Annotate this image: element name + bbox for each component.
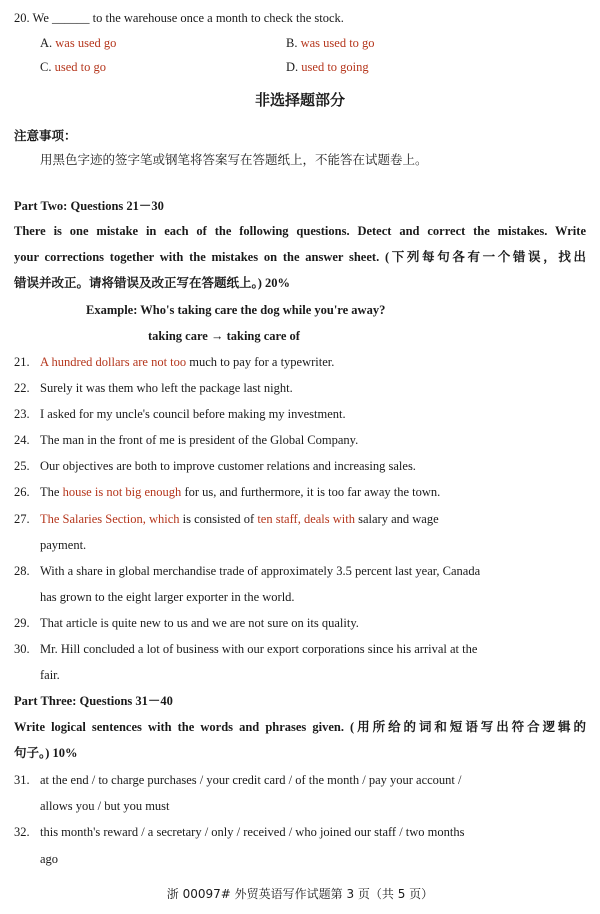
option-letter: C. <box>40 60 52 74</box>
question-27 <box>14 511 439 527</box>
page-footer: 浙 00097# 外贸英语写作试题第 3 页（共 5 页） <box>166 887 434 901</box>
question-number: 27. <box>14 512 30 526</box>
example-label: Example: <box>86 303 138 317</box>
example-correction <box>148 328 300 344</box>
arrow-icon: → <box>210 329 224 343</box>
question-25 <box>14 458 416 474</box>
part-two-title: Part Two: Questions 21－30 <box>14 199 164 213</box>
question-text: The <box>40 485 63 499</box>
question-text: The man in the front of me is president of the Global Company. <box>40 433 359 447</box>
option-letter: D. <box>286 60 299 74</box>
notice-body: 用黑色字迹的签字笔或钢笔将答案写在答题纸上，不能答在试题卷上。 <box>40 152 428 167</box>
question-24 <box>14 432 358 448</box>
question-number: 30. <box>14 642 30 656</box>
question-number: 24. <box>14 433 30 447</box>
question-number: 25. <box>14 459 30 473</box>
question-21 <box>14 354 334 370</box>
q20-option-a <box>40 36 116 51</box>
option-text: used to go <box>54 60 106 74</box>
question-29 <box>14 615 359 631</box>
question-text: this month's reward / a secretary / only / received / who joined our staff / two months <box>40 825 465 839</box>
question-number: 22. <box>14 381 30 395</box>
part-two-instructions-1: There is one mistake in each of the following questions. Detect and correct the mistakes. Write <box>14 224 586 238</box>
part-three-title: Part Three: Questions 31－40 <box>14 694 173 708</box>
highlighted-text: house is not big enough <box>62 485 182 499</box>
q20-option-c <box>40 60 106 75</box>
question-23 <box>14 406 346 422</box>
q20-option-d <box>286 60 369 75</box>
q20-option-b <box>286 36 375 51</box>
question-number: 28. <box>14 564 30 578</box>
example-right: taking care of <box>226 329 300 343</box>
part-two-instructions-2: your corrections together with the mistakes on the answer sheet. (下列每句各有一个错误，找出 <box>14 250 586 264</box>
question-text: salary and wage <box>355 512 439 526</box>
q20-stem: 20. We ______ to the warehouse once a month to check the stock. <box>14 11 344 25</box>
question-number: 29. <box>14 616 30 630</box>
option-text: was used go <box>55 36 117 50</box>
question-text: for us, and furthermore, it is too far away the town. <box>181 485 441 499</box>
question-text: Mr. Hill concluded a lot of business with our export corporations since his arrival at the <box>40 642 478 656</box>
example-wrong: taking care <box>148 329 208 343</box>
highlighted-text: A hundred dollars are not too <box>40 355 187 369</box>
option-letter: A. <box>40 36 53 50</box>
option-text: was used to go <box>300 36 375 50</box>
question-text: Surely it was them who left the package last night. <box>40 381 293 395</box>
question-text: much to pay for a typewriter. <box>186 355 335 369</box>
question-number: 21. <box>14 355 30 369</box>
part-three-instructions-1: Write logical sentences with the words and phrases given. (用所给的词和短语写出符合逻辑的 <box>14 720 586 734</box>
question-number: 32. <box>14 825 30 839</box>
part-three-instructions-2: 句子。) 10% <box>14 746 78 760</box>
section-title: 非选择题部分 <box>254 91 345 109</box>
example-sentence: Who's taking care the dog while you're away? <box>140 303 386 317</box>
part-two-instructions-3: 错误并改正。请将错误及改正写在答题纸上。) 20% <box>14 276 291 290</box>
option-text: used to going <box>301 60 369 74</box>
question-text: That article is quite new to us and we are not sure on its quality. <box>40 616 359 630</box>
question-31 <box>14 772 462 788</box>
notice-heading: 注意事项： <box>14 128 77 143</box>
question-number: 26. <box>14 485 30 499</box>
option-letter: B. <box>286 36 298 50</box>
question-text: I asked for my uncle's council before making my investment. <box>40 407 346 421</box>
question-28 <box>14 563 480 579</box>
question-30-continued: fair. <box>40 668 60 682</box>
question-number: 23. <box>14 407 30 421</box>
question-30 <box>14 641 477 657</box>
question-number: 31. <box>14 773 30 787</box>
highlighted-text: The Salaries Section, which <box>40 512 180 526</box>
question-text: With a share in global merchandise trade of approximately 3.5 percent last year, Canada <box>40 564 481 578</box>
question-22 <box>14 380 293 396</box>
question-26 <box>14 484 440 500</box>
question-text: Our objectives are both to improve customer relations and increasing sales. <box>40 459 416 473</box>
question-28-continued: has grown to the eight larger exporter in the world. <box>40 590 295 604</box>
question-31-continued: allows you / but you must <box>40 799 170 813</box>
highlighted-text: ten staff, deals with <box>257 512 355 526</box>
question-32 <box>14 824 465 840</box>
question-text: at the end / to charge purchases / your credit card / of the month / pay your account / <box>40 773 462 787</box>
question-text: is consisted of <box>179 512 258 526</box>
question-32-continued: ago <box>40 852 59 866</box>
example-line <box>86 302 385 318</box>
question-27-continued: payment. <box>40 538 87 552</box>
